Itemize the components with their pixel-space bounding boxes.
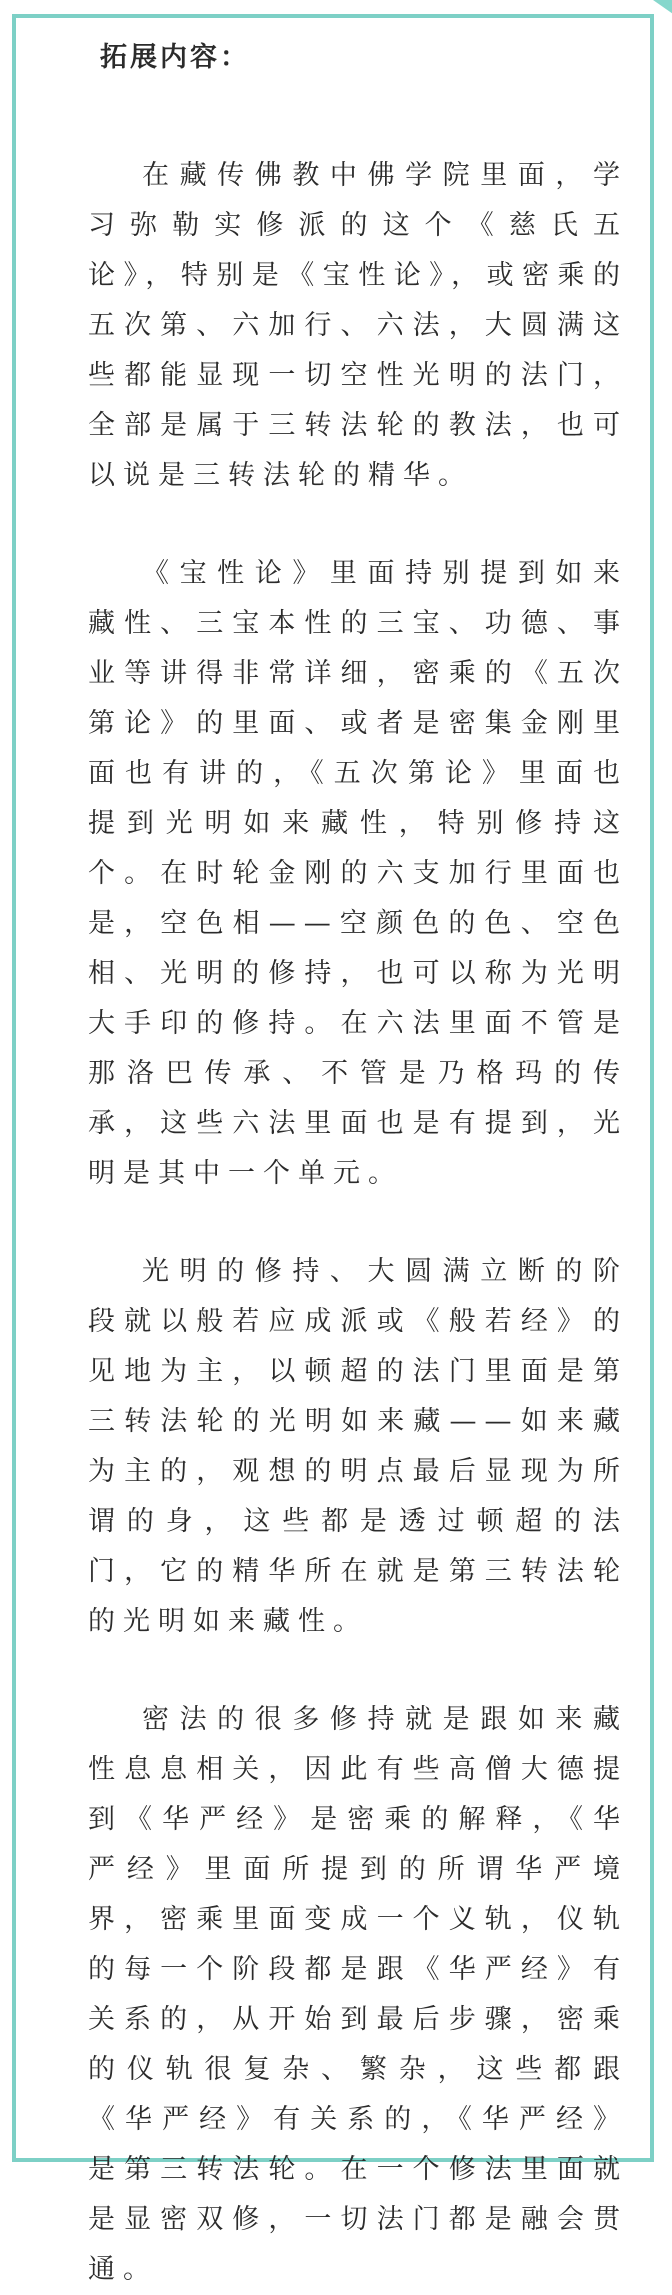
paragraph-2: 《宝性论》里面持别提到如来藏性、三宝本性的三宝、功德、事业等讲得非常详细，密乘的《五次第论》的里面、或者是密集金刚里面也有讲的，《五次第论》里面也提到光明如来藏性，特别修持这个。在时轮金刚的六支加行里面也是，空色相——空颜色的色、空色相、光明的修持，也可以称为光明大手印的修持。在六法里面不管是那洛巴传承、不管是乃格玛的传承，这些六法里面也是有提到，光明是其中一个单元。 [88,558,628,1189]
ribbon-stripe [612,0,672,17]
corner-ribbon-decoration [612,0,672,30]
paragraph-4: 密法的很多修持就是跟如来藏性息息相关，因此有些高僧大德提到《华严经》是密乘的解释，《华严经》里面所提到的所谓华严境界，密乘里面变成一个义轨，仪轨的每一个阶段都是跟《华严经》有关系的，从开始到最后步骤，密乘的仪轨很复杂、繁杂，这些都跟《华严经》有关系的，《华严经》是第三转法轮。在一个修法里面就是显密双修，一切法门都是融会贯通。 [88,1704,628,2285]
paragraph-3: 光明的修持、大圆满立断的阶段就以般若应成派或《般若经》的见地为主，以顿超的法门里面是第三转法轮的光明如来藏——如来藏为主的，观想的明点最后显现为所谓的身，这些都是透过顿超的法门，它的精华所在就是第三转法轮的光明如来藏性。 [88,1256,628,1637]
article-frame [12,14,654,2285]
paragraph-1: 在藏传佛教中佛学院里面，学习弥勒实修派的这个《慈氏五论》，特别是《宝性论》，或密乘的五次第、六加行、六法，大圆满这些都能显现一切空性光明的法门，全部是属于三转法轮的教法，也可以说是三转法轮的精华。 [88,160,628,491]
article-content [88,38,628,2295]
section-heading: 拓展内容： [100,42,250,73]
